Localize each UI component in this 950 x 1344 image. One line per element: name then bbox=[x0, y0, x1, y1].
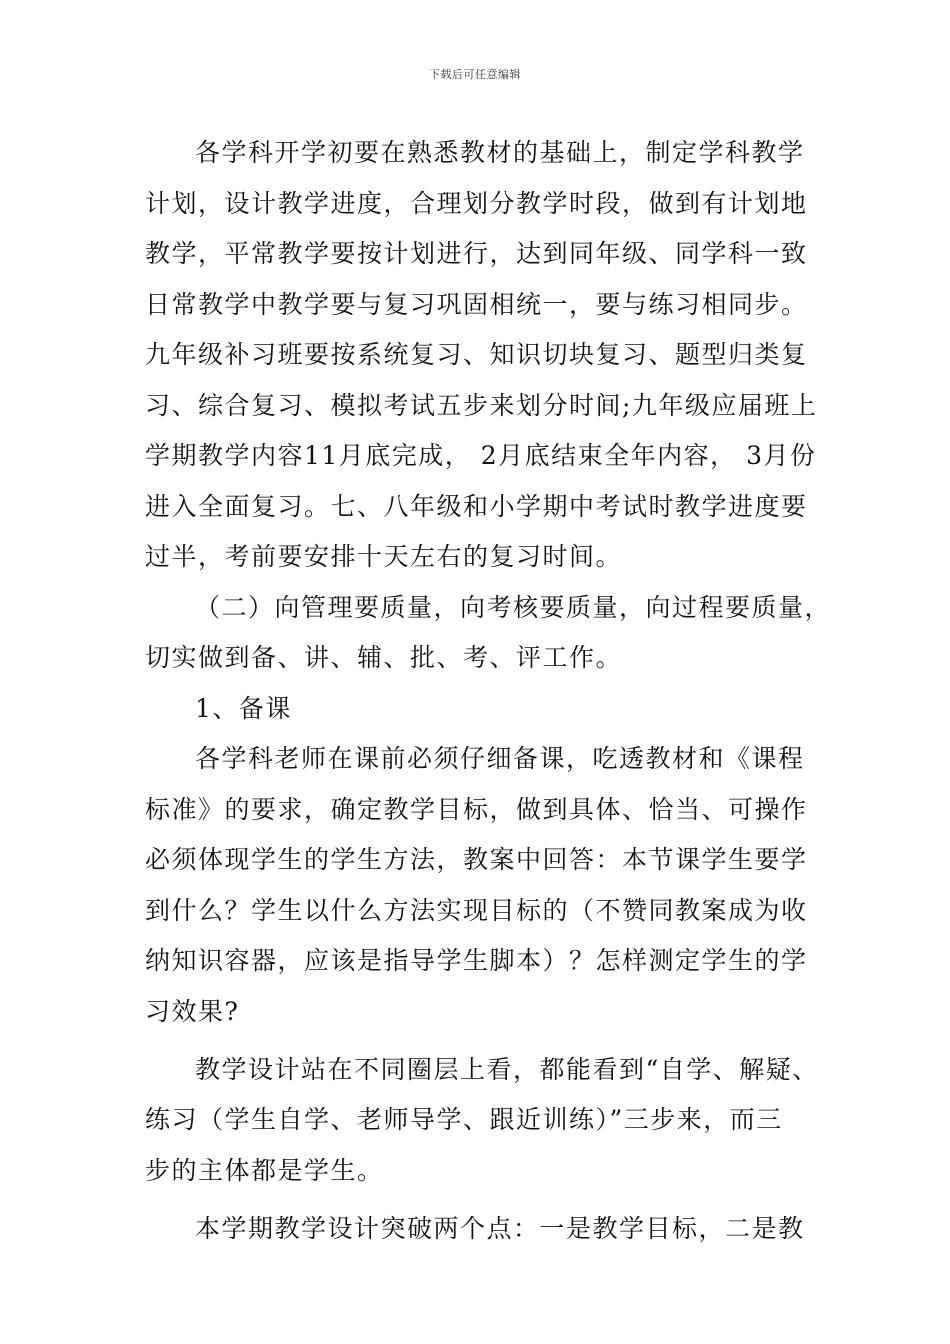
paragraph-line: 必须体现学生的学生方法，教案中回答：本节课学生要学 bbox=[145, 845, 808, 874]
paragraph-line: 教学设计站在不同圈层上看，都能看到“自学、解疑、 bbox=[195, 1054, 819, 1084]
paragraph-line: 步的主体都是学生。 bbox=[145, 1155, 384, 1185]
paragraph-line: 学期教学内容11月底完成， 2月底结束全年内容， 3月份 bbox=[145, 441, 817, 470]
paragraph-line: 到什么？学生以什么方法实现目标的（不赞同教案成为收 bbox=[145, 895, 808, 925]
document-body bbox=[145, 128, 832, 1254]
paragraph-line: 练习（学生自学、老师导学、跟近训练）”三步来，而三 bbox=[145, 1105, 783, 1134]
paragraph-line: 计划，设计教学进度，合理划分教学时段，做到有计划地 bbox=[145, 188, 808, 218]
paragraph-line: 切实做到备、讲、辅、批、考、评工作。 bbox=[145, 643, 623, 672]
section-heading-line: （二）向管理要质量，向考核要质量，向过程要质量， bbox=[195, 592, 832, 622]
paragraph-line: 纳知识容器，应该是指导学生脚本）？怎样测定学生的学 bbox=[145, 946, 808, 975]
page-header-note: 下载后可任意编辑 bbox=[429, 68, 521, 81]
paragraph-line: 日常教学中教学要与复习巩固相统一，要与练习相同步。 bbox=[145, 289, 808, 319]
paragraph-line: 九年级补习班要按系统复习、知识切块复习、题型归类复 bbox=[145, 340, 808, 369]
paragraph-line: 标准》的要求，确定教学目标，做到具体、恰当、可操作 bbox=[145, 794, 808, 824]
subsection-heading: 1、备课 bbox=[195, 693, 292, 723]
paragraph-line: 习、综合复习、模拟考试五步来划分时间;九年级应届班上 bbox=[145, 390, 818, 420]
paragraph-line: 进入全面复习。七、八年级和小学期中考试时教学进度要 bbox=[145, 491, 808, 521]
paragraph-line: 过半，考前要安排十天左右的复习时间。 bbox=[145, 542, 623, 571]
paragraph-line: 各学科老师在课前必须仔细备课，吃透教材和《课程 bbox=[195, 744, 805, 773]
paragraph-line: 本学期教学设计突破两个点：一是教学目标，二是教 bbox=[195, 1213, 805, 1243]
paragraph-line: 教学，平常教学要按计划进行，达到同年级、同学科一致 bbox=[145, 239, 808, 268]
paragraph-line: 各学科开学初要在熟悉教材的基础上，制定学科教学 bbox=[195, 138, 805, 167]
paragraph-line: 习效果? bbox=[145, 996, 240, 1026]
